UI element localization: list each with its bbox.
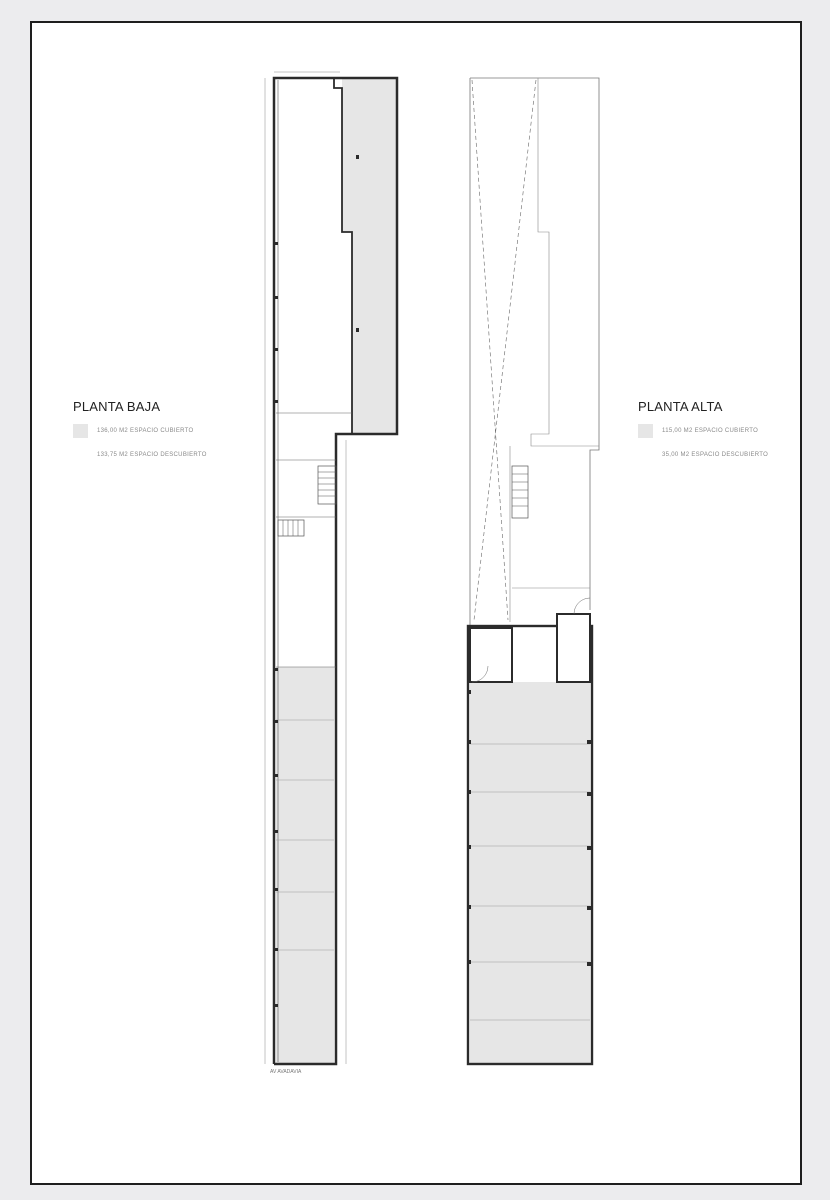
- legend-text-covered: 115,00 M2 ESPACIO CUBIERTO: [662, 428, 759, 434]
- staircase: [318, 466, 336, 504]
- covered-area: [342, 78, 397, 434]
- covered-area: [276, 667, 334, 1064]
- street-label: AV AVADAVIA: [270, 1069, 302, 1075]
- legend-text-covered: 136,00 M2 ESPACIO CUBIERTO: [97, 428, 194, 434]
- outline: [470, 78, 599, 610]
- legend-title-planta-alta: PLANTA ALTA: [638, 399, 723, 414]
- void-diagonal: [474, 80, 536, 620]
- staircase: [278, 520, 304, 536]
- door-swing: [574, 598, 590, 614]
- ground-floor-plan: [265, 72, 397, 1064]
- legend-title-planta-baja: PLANTA BAJA: [73, 399, 161, 414]
- bathroom: [470, 628, 512, 682]
- upper-floor-plan: [468, 78, 599, 1064]
- bathroom: [557, 614, 590, 682]
- outline: [531, 78, 599, 446]
- covered-area: [470, 682, 590, 1064]
- legend-text-open: 133,75 M2 ESPACIO DESCUBIERTO: [97, 452, 207, 458]
- void-diagonal: [472, 80, 508, 620]
- staircase: [512, 466, 528, 518]
- legend-text-open: 35,00 M2 ESPACIO DESCUBIERTO: [662, 452, 769, 458]
